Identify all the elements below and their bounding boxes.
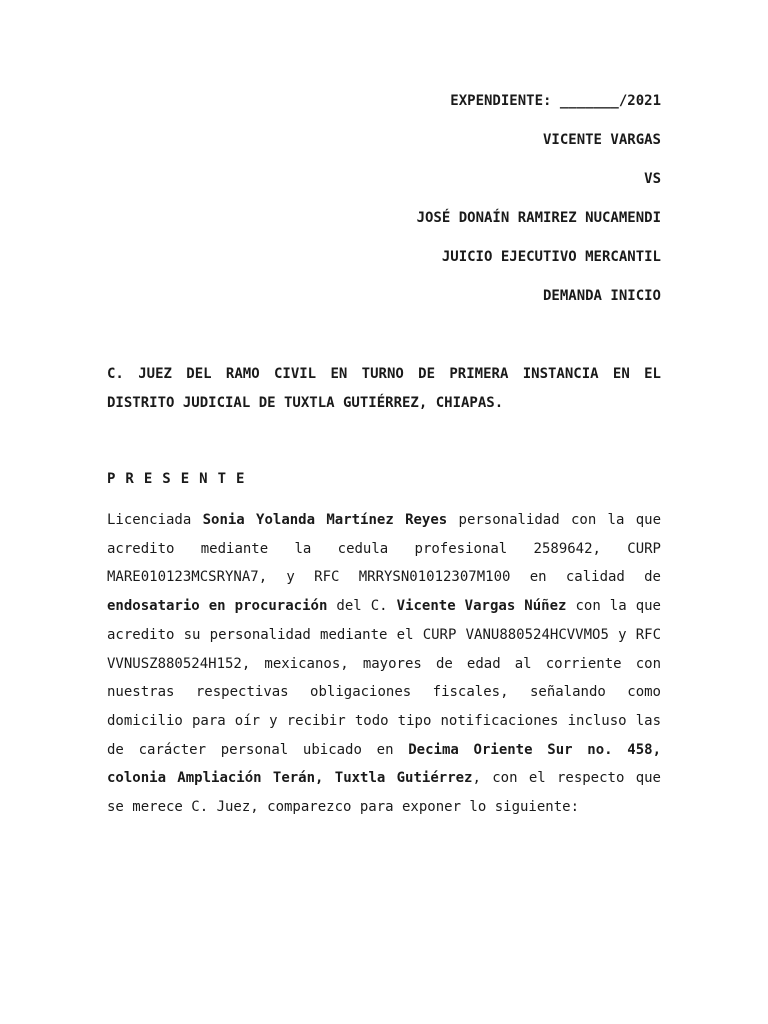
plaintiff-name: VICENTE VARGAS [542,132,661,148]
case-header [417,90,661,324]
domicile-address: Decima Oriente Sur no. 458, colonia Ampliación Terán, Tuxtla Gutiérrez [107,741,662,787]
body-text-4: con la que acredito su personalidad mediante el CURP VANU880524HCVVMO5 y RFC VVNUSZ880524H152, mexicanos, mayores de edad al corriente con nuestras respectivas obligaciones fiscales, señalando como domicilio para oír y recibir todo tipo notificaciones incluso las de carácter personal ubicado en [107,598,661,758]
body-text-2: personalidad con la que acredito mediante la cedula profesional 2589642, CURP MARE010123MCSRYNA7, y RFC MRRYSN01012307M100 en calidad de [107,512,661,586]
versus-label: VS [644,171,661,187]
case-number: EXPENDIENTE: _______/2021 [450,93,661,109]
judge-addressee: C. JUEZ DEL RAMO CIVIL EN TURNO DE PRIMERA INSTANCIA EN EL DISTRITO JUDICIAL DE TUXTLA GUTIÉRREZ, CHIAPAS. [107,366,661,411]
body-text-1: Licenciada [107,512,203,528]
defendant-name: JOSÉ DONAÍN RAMIREZ NUCAMENDI [416,210,661,226]
presente-heading: PRESENTE [107,471,255,487]
lawyer-name: Sonia Yolanda Martínez Reyes [202,512,448,528]
body-text-3: del C. [327,598,397,615]
lawyer-role: endosatario en procuración [107,598,328,615]
body-paragraph [107,506,661,822]
body-text-5: , con el respecto que se merece C. Juez, comparezco para exponer lo siguiente: [107,770,661,816]
document-type: DEMANDA INICIO [542,288,661,304]
trial-type: JUICIO EJECUTIVO MERCANTIL [441,249,661,265]
client-name: Vicente Vargas Núñez [396,598,567,615]
